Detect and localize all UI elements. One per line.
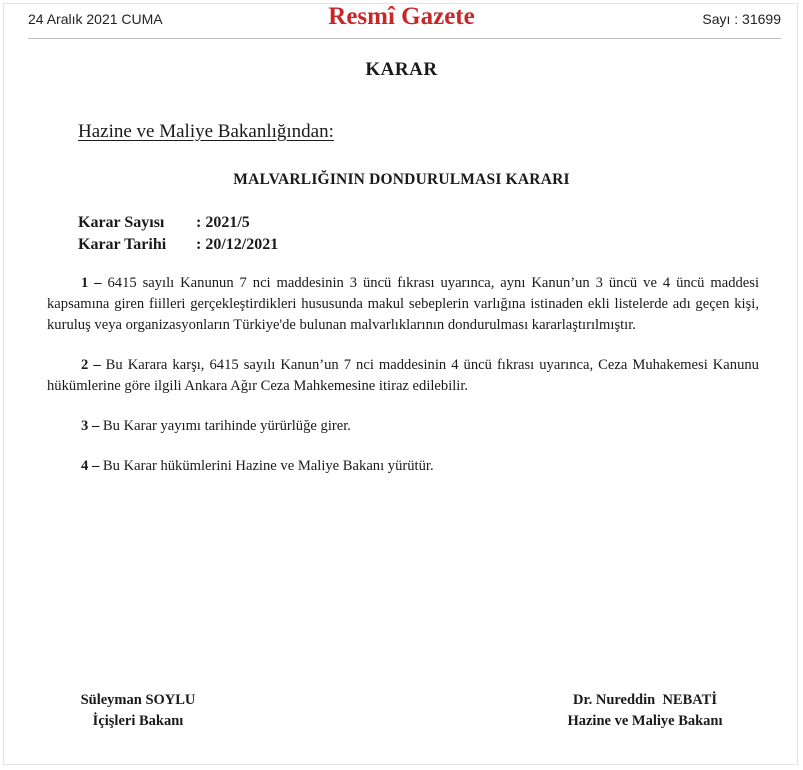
signatory-name: Dr. Nureddin NEBATİ <box>573 692 717 708</box>
signatory-title: İçişleri Bakanı <box>92 713 184 729</box>
signature-left <box>58 690 218 732</box>
article-number: 1 – <box>81 275 102 291</box>
decision-date-row <box>78 234 278 256</box>
decision-number-label: Karar Sayısı <box>78 214 165 231</box>
article-number: 3 – <box>81 418 100 434</box>
article-4 <box>47 456 759 477</box>
decision-number-value: : 2021/5 <box>196 214 250 231</box>
decision-date-label: Karar Tarihi <box>78 236 167 253</box>
article-text: Bu Karar hükümlerini Hazine ve Maliye Bakanı yürütür. <box>102 458 434 474</box>
article-number: 2 – <box>81 357 101 373</box>
article-text: 6415 sayılı Kanunun 7 nci maddesinin 3 üncü fıkrası uyarınca, aynı Kanun’un 3 üncü ve 4 üncü maddesi kapsamına giren fiilleri gerçekleştirdikleri hususunda makul sebeplerin varlığına istinaden ekli listelerde adı geçen kişi, kuruluş veya organizasyonların Türkiye'de bulunan malvarlıklarının dondurulması kararlaştırılmıştır. <box>47 275 760 333</box>
decision-body <box>47 273 759 477</box>
article-1 <box>47 273 759 336</box>
decision-title: MALVARLIĞININ DONDURULMASI KARARI <box>233 171 570 188</box>
article-2 <box>47 355 759 397</box>
article-3 <box>47 416 759 437</box>
document-type: KARAR <box>365 59 438 80</box>
article-number: 4 – <box>81 458 100 474</box>
decision-number-row <box>78 212 278 234</box>
article-text: Bu Karara karşı, 6415 sayılı Kanun’un 7 nci maddesinin 4 üncü fıkrası uyarınca, Ceza Muhakemesi Kanunu hükümlerine göre ilgili Ankara Ağır Ceza Mahkemesine itiraz edilebilir. <box>47 357 759 394</box>
header-date: 24 Aralık 2021 CUMA <box>28 11 163 27</box>
article-text: Bu Karar yayımı tarihinde yürürlüğe girer. <box>102 418 351 434</box>
signature-right <box>520 690 770 732</box>
issue-number: Sayı : 31699 <box>702 11 781 27</box>
gazette-header <box>14 0 789 44</box>
header-divider <box>28 38 781 39</box>
decision-meta <box>78 212 278 256</box>
signatory-name: Süleyman SOYLU <box>80 692 196 708</box>
issuing-ministry: Hazine ve Maliye Bakanlığından: <box>78 121 334 142</box>
signatory-title: Hazine ve Maliye Bakanı <box>567 713 723 729</box>
gazette-title: Resmî Gazete <box>328 3 475 30</box>
decision-date-value: : 20/12/2021 <box>196 236 279 253</box>
